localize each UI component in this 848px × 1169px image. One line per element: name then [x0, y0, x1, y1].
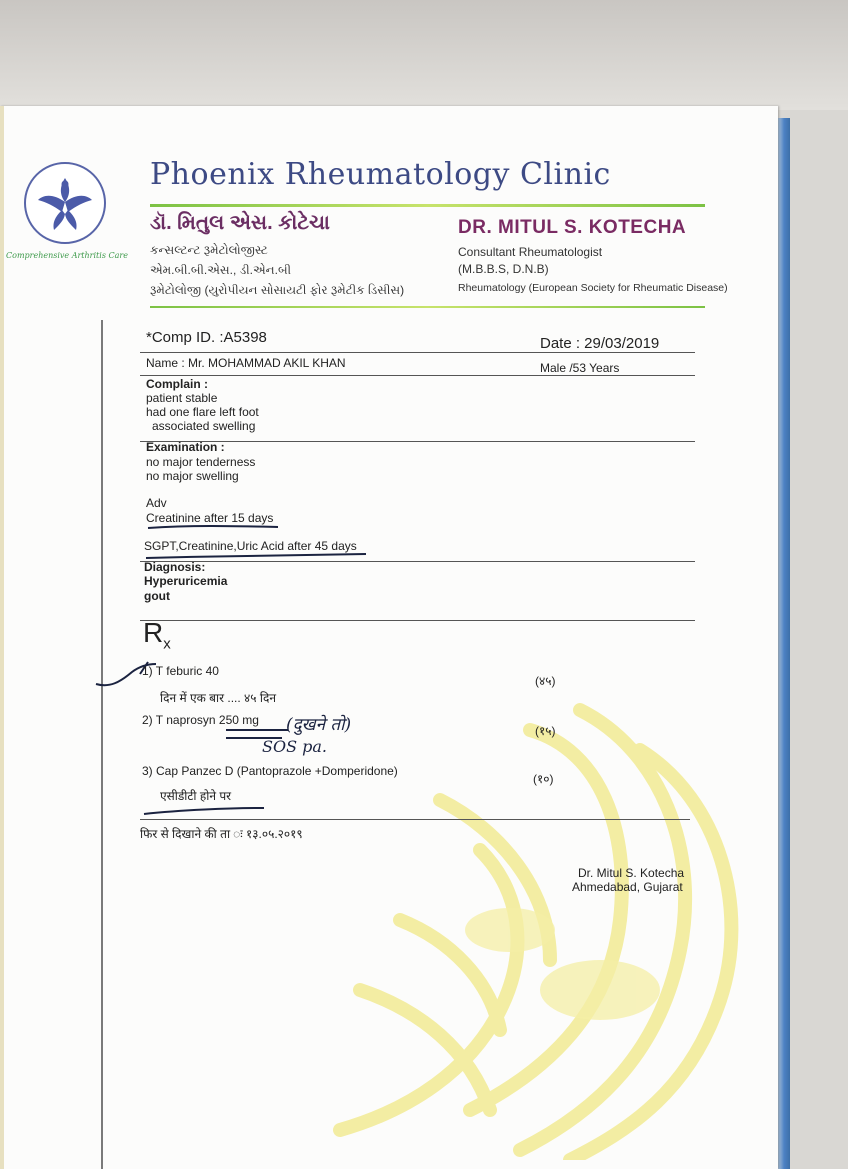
handwritten-note: SOS pa.	[262, 737, 327, 756]
signature-name: Dr. Mitul S. Kotecha	[578, 866, 685, 880]
divider	[140, 819, 690, 820]
rx-item-1-qty: (४५)	[535, 674, 556, 688]
gujarati-line-1: કન્સલ્ટન્ટ રૂમેટોલોજીસ્ટ	[150, 243, 268, 257]
complain-line: associated swelling	[152, 419, 256, 433]
complain-line: had one flare left foot	[146, 405, 259, 419]
patient-name: Name : Mr. MOHAMMAD AKIL KHAN	[146, 356, 346, 370]
followup-date: फिर से दिखाने की ता ः १३.०५.२०१९	[140, 827, 303, 841]
doctor-name: DR. MITUL S. KOTECHA	[458, 217, 687, 238]
clinic-tagline: Comprehensive Arthritis Care	[6, 251, 128, 260]
english-line-1: Consultant Rheumatologist	[458, 245, 603, 259]
rx-item-3: 3) Cap Panzec D (Pantoprazole +Domperidone)	[142, 764, 398, 778]
phoenix-watermark-icon	[300, 690, 780, 1160]
rx-item-1: 1) T feburic 40	[142, 664, 219, 678]
rx-item-3-qty: (१०)	[533, 772, 554, 786]
signature-place: Ahmedabad, Gujarat	[572, 880, 683, 894]
rx-item-2: 2) T naprosyn 250 mg	[142, 713, 259, 727]
diagnosis-heading: Diagnosis:	[144, 560, 206, 574]
doctor-name-gujarati: ડૉ. મિતુલ એસ. કોટેચા	[150, 212, 330, 234]
english-line-2: (M.B.B.S, D.N.B)	[458, 262, 549, 276]
divider	[140, 620, 695, 621]
rx-item-2-qty: (१५)	[535, 724, 556, 738]
diagnosis-line: Hyperuricemia	[144, 574, 228, 588]
rx-item-1-note: दिन में एक बार .... ४५ दिन	[160, 691, 276, 705]
clinic-name: Phoenix Rheumatology Clinic	[150, 157, 611, 192]
english-line-3: Rheumatology (European Society for Rheumatic Disease)	[458, 282, 728, 294]
page-fold-line	[101, 320, 103, 1169]
comp-id: *Comp ID. :A5398	[146, 329, 267, 346]
divider	[140, 561, 695, 562]
complain-line: patient stable	[146, 391, 218, 405]
gujarati-line-2: એમ.બી.બી.એસ., ડી.એન.બી	[150, 263, 292, 277]
complain-heading: Complain :	[146, 377, 208, 391]
divider	[140, 352, 695, 353]
diagnosis-line: gout	[144, 589, 170, 603]
handwritten-underline-icon	[140, 804, 270, 818]
header-divider-top	[150, 204, 705, 207]
phoenix-logo-icon	[24, 162, 106, 244]
patient-gender-age: Male /53 Years	[540, 361, 620, 375]
header-divider-bottom	[150, 306, 705, 308]
scan-background	[0, 0, 848, 110]
examination-heading: Examination :	[146, 440, 225, 454]
page-left-strip	[0, 106, 4, 1169]
advice-line: SGPT,Creatinine,Uric Acid after 45 days	[144, 539, 357, 553]
divider	[140, 375, 695, 376]
handwritten-note: (दुखने तो)	[286, 715, 352, 735]
advice-line: Creatinine after 15 days	[146, 511, 274, 525]
rx-symbol: $R_x$	[143, 617, 171, 653]
visit-date: Date : 29/03/2019	[540, 335, 660, 352]
examination-line: no major swelling	[146, 469, 239, 483]
gujarati-line-3: રૂમેટોલોજી (યુરોપીયન સોસાયટી ફોર રૂમેટીક ડિસીસ)	[150, 283, 405, 297]
advice-heading: Adv	[146, 496, 167, 510]
rx-item-3-note: एसीडीटी होने पर	[160, 789, 232, 803]
examination-line: no major tenderness	[146, 455, 256, 469]
